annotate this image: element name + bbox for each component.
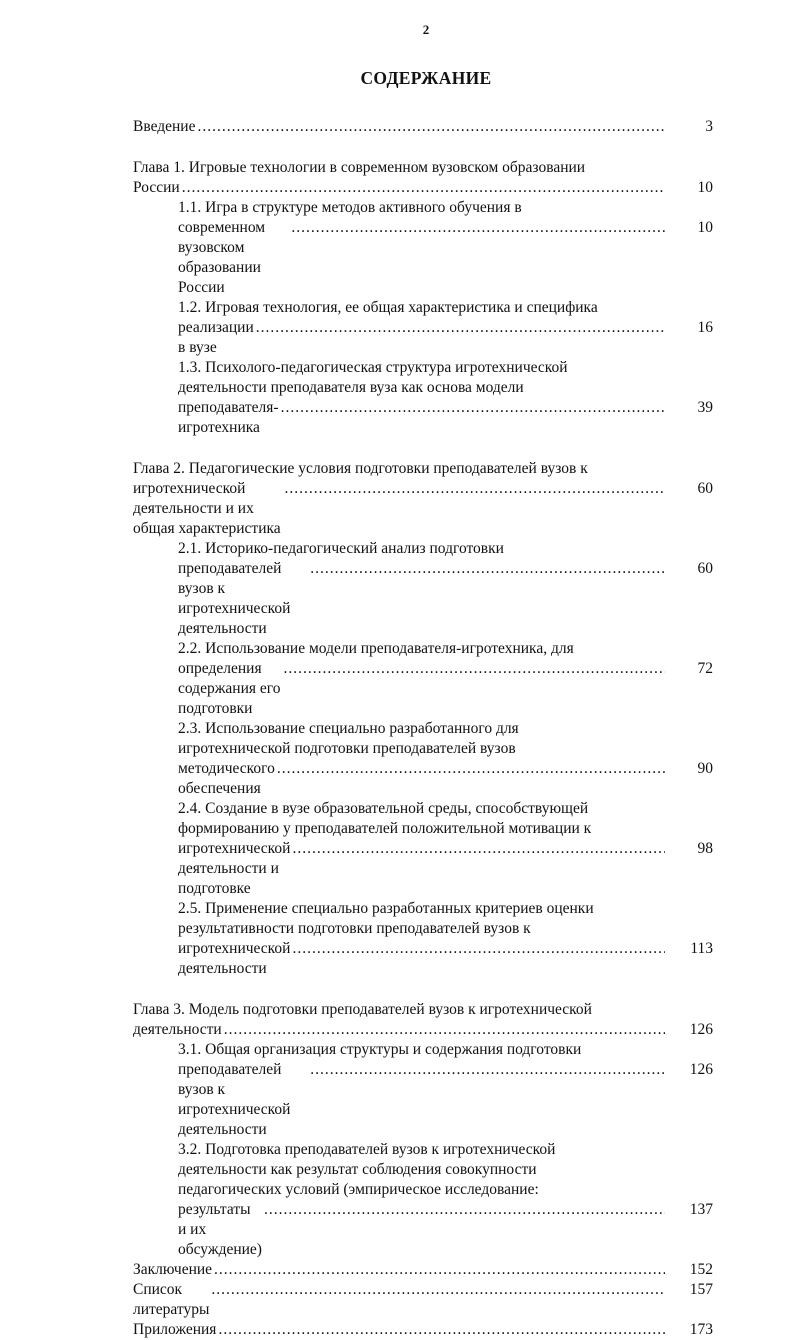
toc-entry-row — [178, 659, 713, 719]
dot-leader — [284, 479, 665, 499]
page-title: СОДЕРЖАНИЕ — [360, 68, 492, 88]
toc-page-number: 16 — [697, 319, 713, 336]
toc-entry-title: преподавателей вузов к игротехнической деятельности — [178, 1061, 291, 1138]
dot-leader — [292, 939, 665, 959]
toc-entry-row — [178, 318, 713, 358]
toc-entry-row — [178, 218, 713, 298]
toc-entry-row — [178, 939, 713, 979]
toc-entry-line: 1.2. Игровая технология, ее общая характеристика и специфика — [178, 299, 598, 316]
toc-entry-title: определения содержания его подготовки — [178, 660, 281, 717]
toc-page-number: 126 — [689, 1061, 713, 1078]
dot-leader — [182, 178, 665, 198]
dot-leader — [310, 1060, 665, 1080]
toc-entry-title: Заключение — [133, 1261, 213, 1278]
dot-leader — [197, 117, 665, 137]
toc-entry-title: преподавателей вузов к игротехнической деятельности — [178, 560, 291, 637]
toc-entry[interactable] — [133, 799, 713, 899]
toc-entry-title: России — [133, 179, 180, 196]
toc-entry-line: 2.4. Создание в вузе образовательной среды, способствующей — [178, 800, 589, 817]
toc-entry-line: формированию у преподавателей положительной мотивации к — [178, 820, 592, 837]
toc-entry[interactable] — [133, 539, 713, 639]
page-number: 2 — [422, 22, 430, 37]
toc-entry[interactable] — [133, 1140, 713, 1260]
toc-entry-title: игротехнической деятельности и их общая характеристика — [133, 480, 281, 537]
toc-entry-row — [178, 559, 713, 639]
toc-entry[interactable] — [133, 639, 713, 719]
toc-entry-row — [178, 1060, 713, 1140]
toc-entry-title: деятельности — [133, 1021, 222, 1038]
toc-entry-line: 2.3. Использование специально разработанного для — [178, 720, 519, 737]
dot-leader — [281, 398, 665, 418]
toc-entry[interactable] — [133, 1040, 713, 1140]
toc-entry-line: 3.2. Подготовка преподавателей вузов к игротехнической — [178, 1141, 556, 1158]
dot-leader — [277, 759, 665, 779]
toc-page-number: 152 — [689, 1261, 713, 1278]
toc-entry-row — [133, 1320, 713, 1340]
toc-entry[interactable] — [133, 459, 713, 539]
toc-page-number: 126 — [689, 1021, 713, 1038]
toc-entry-line: 2.1. Историко-педагогический анализ подготовки — [178, 540, 504, 557]
toc-entry-row — [178, 759, 713, 799]
toc-entry-title: преподавателя-игротехника — [178, 399, 279, 436]
toc-entry-row — [178, 839, 713, 899]
toc-entry[interactable] — [133, 358, 713, 438]
toc-entry-line: 3.1. Общая организация структуры и содержания подготовки — [178, 1041, 582, 1058]
dot-leader — [310, 559, 665, 579]
toc-entry-title: Список литературы — [133, 1281, 210, 1318]
toc-entry-row — [178, 1200, 713, 1260]
toc-page-number: 137 — [689, 1201, 713, 1218]
toc-entry[interactable] — [133, 1000, 713, 1040]
toc-entry-title: современном вузовском образовании России — [178, 219, 266, 296]
toc-page-number: 60 — [697, 480, 713, 497]
toc-entry-title: Введение — [133, 118, 196, 135]
toc-entry-row — [133, 1260, 713, 1280]
toc-entry-line: 1.1. Игра в структуре методов активного обучения в — [178, 199, 522, 216]
toc-entry-line: Глава 2. Педагогические условия подготовки преподавателей вузов к — [133, 460, 588, 477]
toc-entry-line: результативности подготовки преподавателей вузов к — [178, 920, 531, 937]
toc-entry-line: 2.2. Использование модели преподавателя-игротехника, для — [178, 640, 574, 657]
toc-page-number: 10 — [697, 179, 713, 196]
toc-entry-line: Глава 3. Модель подготовки преподавателей вузов к игротехнической — [133, 1001, 592, 1018]
toc-entry-title: реализации в вузе — [178, 319, 254, 356]
toc-entry[interactable] — [133, 198, 713, 298]
toc-entry[interactable] — [133, 117, 713, 137]
toc-entry[interactable] — [133, 899, 713, 979]
toc-entry-line: педагогических условий (эмпирическое исследование: — [178, 1181, 539, 1198]
dot-leader — [214, 1260, 665, 1280]
toc-page-number: 90 — [697, 760, 713, 777]
toc-page-number: 10 — [697, 219, 713, 236]
toc-page-number: 173 — [689, 1321, 713, 1338]
toc-entry-line: деятельности преподавателя вуза как основа модели — [178, 379, 524, 396]
toc-entry-row — [133, 479, 713, 539]
dot-leader — [224, 1020, 665, 1040]
toc-entry-title: игротехнической деятельности и подготовке — [178, 840, 291, 897]
toc-entry[interactable] — [133, 298, 713, 358]
dot-leader — [264, 1200, 665, 1220]
toc-entry[interactable] — [133, 1320, 713, 1340]
toc-page-number: 113 — [690, 940, 713, 957]
toc-entry-line: Глава 1. Игровые технологии в современном вузовском образовании — [133, 159, 586, 176]
toc-entry-row — [133, 1280, 713, 1320]
toc-page-number: 72 — [697, 660, 713, 677]
toc-entry[interactable] — [133, 719, 713, 799]
dot-leader — [291, 218, 665, 238]
toc-page-number: 157 — [689, 1281, 713, 1298]
toc-page-number: 39 — [697, 399, 713, 416]
table-of-contents — [133, 117, 713, 1340]
dot-leader — [283, 659, 665, 679]
toc-entry-line: игротехнической подготовки преподавателей вузов — [178, 740, 516, 757]
toc-entry[interactable] — [133, 158, 713, 198]
toc-entry-row — [133, 117, 713, 137]
toc-entry-title: результаты и их обсуждение) — [178, 1201, 262, 1258]
dot-leader — [211, 1280, 665, 1300]
toc-entry-line: 2.5. Применение специально разработанных критериев оценки — [178, 900, 594, 917]
toc-entry[interactable] — [133, 1260, 713, 1280]
toc-page-number: 98 — [697, 840, 713, 857]
toc-entry-line: деятельности как результат соблюдения совокупности — [178, 1161, 537, 1178]
toc-entry[interactable] — [133, 1280, 713, 1320]
toc-page-number: 3 — [705, 118, 713, 135]
toc-entry-row — [178, 398, 713, 438]
toc-page-number: 60 — [697, 560, 713, 577]
toc-entry-line: 1.3. Психолого-педагогическая структура игротехнической — [178, 359, 568, 376]
dot-leader — [218, 1320, 665, 1340]
toc-entry-title: игротехнической деятельности — [178, 940, 291, 977]
toc-entry-row — [133, 178, 713, 198]
toc-entry-title: методического обеспечения — [178, 760, 275, 797]
toc-entry-title: Приложения — [133, 1321, 217, 1338]
dot-leader — [292, 839, 665, 859]
toc-entry-row — [133, 1020, 713, 1040]
dot-leader — [256, 318, 665, 338]
